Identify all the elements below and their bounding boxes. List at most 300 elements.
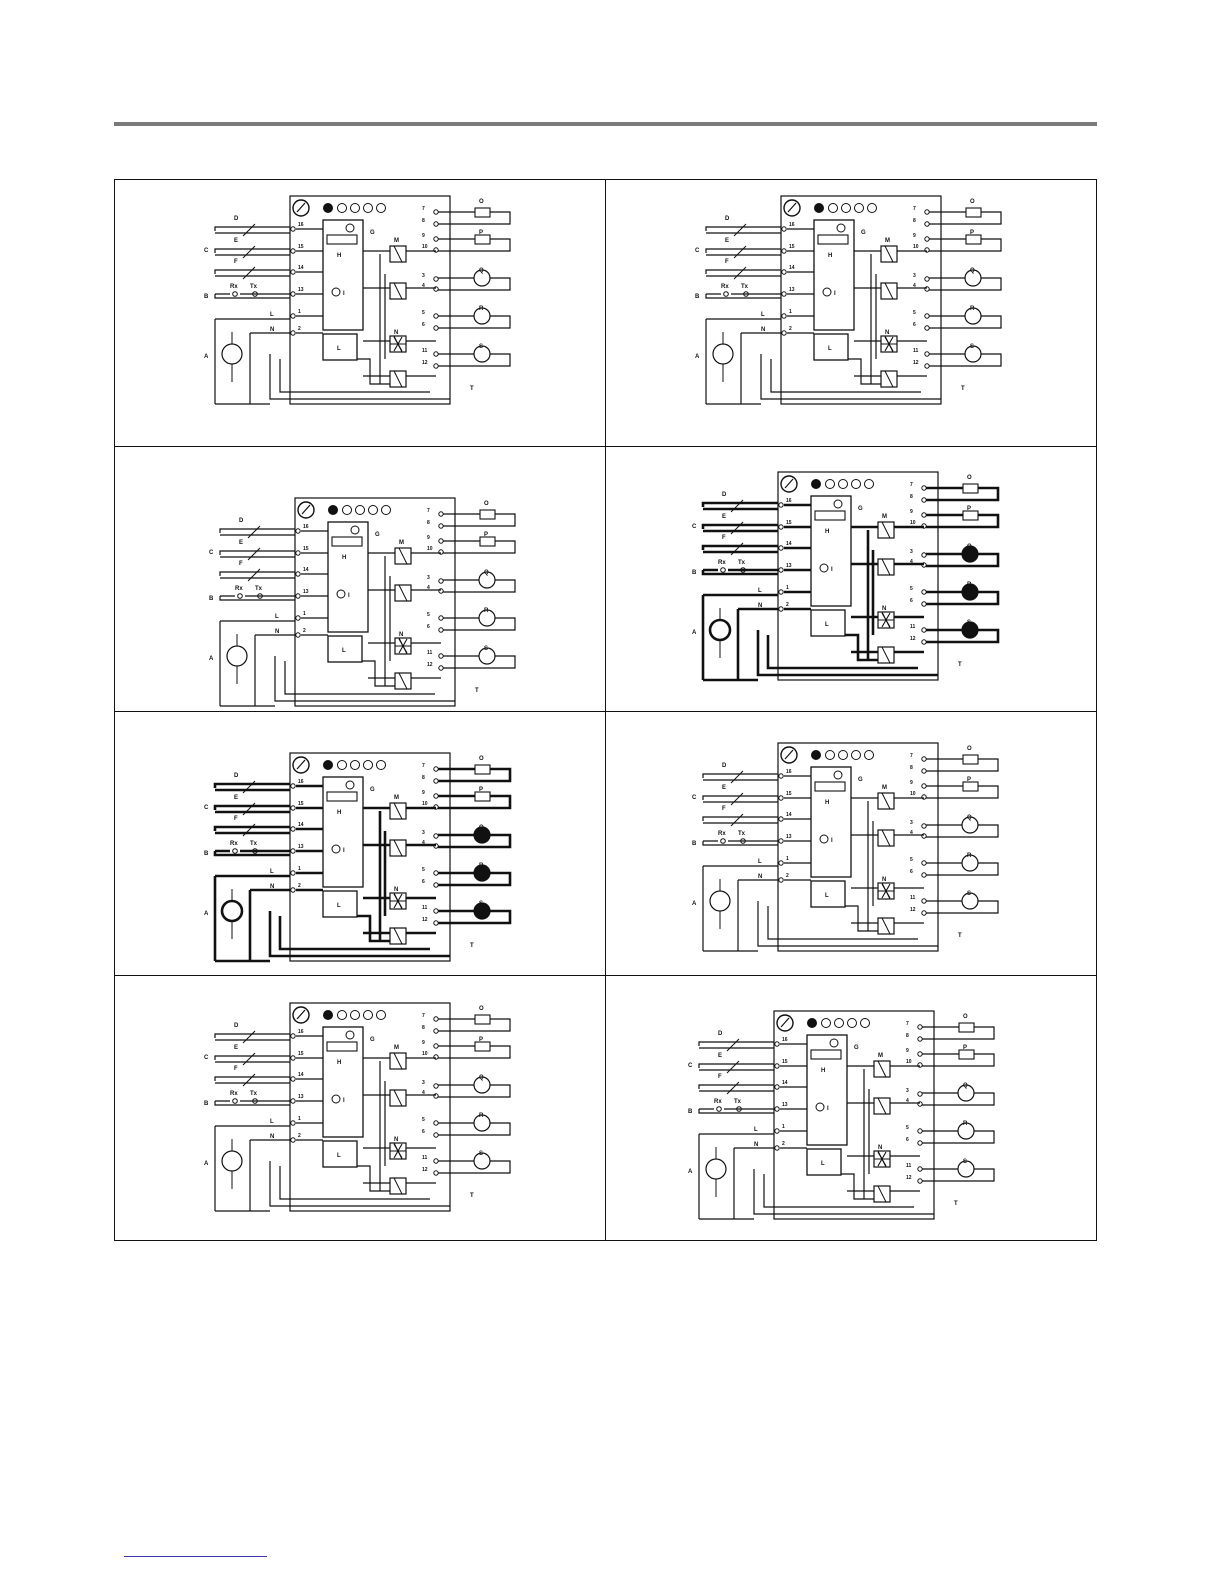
label-n: N <box>885 330 890 336</box>
label-g: G <box>375 532 380 538</box>
label-tx: Tx <box>250 841 258 847</box>
terminal-number-left: 15 <box>303 546 309 552</box>
terminal-number-right: 3 <box>422 273 425 279</box>
terminal-right <box>925 277 929 281</box>
terminal-left <box>291 1034 295 1038</box>
terminal-number-right: 12 <box>422 917 428 923</box>
label-p: P <box>479 1037 484 1043</box>
terminal-number-right: 12 <box>427 662 433 668</box>
terminal-number-left: 13 <box>298 1094 304 1100</box>
terminal-left <box>775 1064 779 1068</box>
footer-rule <box>124 1556 267 1557</box>
label-h: H <box>825 529 830 535</box>
valve-icon <box>966 208 981 217</box>
terminal-number-right: 4 <box>906 1098 909 1104</box>
label-neutral: N <box>270 884 275 890</box>
terminal-number-right: 11 <box>422 348 428 354</box>
label-a: A <box>204 911 209 917</box>
label-b: B <box>688 1109 693 1115</box>
terminal-right <box>922 640 926 644</box>
lamp-icon <box>829 204 838 213</box>
terminal-right <box>922 757 926 761</box>
label-c: C <box>695 248 700 254</box>
input-wire <box>699 1064 774 1070</box>
terminal-number-left: 16 <box>298 779 304 785</box>
label-q: Q <box>963 1083 968 1089</box>
label-m: M <box>885 238 890 244</box>
terminal-right <box>434 1084 438 1088</box>
terminal-right <box>918 1092 922 1096</box>
terminal-number-left: 2 <box>782 1141 785 1147</box>
label-h: H <box>337 810 342 816</box>
supply-motor-icon <box>710 891 730 911</box>
label-o: O <box>967 746 972 752</box>
terminal-number-left: 13 <box>786 834 792 840</box>
terminal-number-right: 4 <box>913 283 916 289</box>
label-b: B <box>692 570 697 576</box>
terminal-right <box>434 352 438 356</box>
indicator-icon <box>337 590 345 598</box>
label-d: D <box>234 773 239 779</box>
label-neutral: N <box>270 327 275 333</box>
diagram-grid <box>114 179 1097 1241</box>
terminal-number-right: 11 <box>422 1155 428 1161</box>
terminal-left <box>291 849 295 853</box>
label-d: D <box>725 216 730 222</box>
label-live: L <box>758 588 762 594</box>
label-n: N <box>394 330 399 336</box>
sensor-resistor <box>734 224 746 236</box>
terminal-number-left: 13 <box>789 287 795 293</box>
label-n: N <box>882 606 887 612</box>
terminal-number-right: 9 <box>910 509 913 515</box>
input-wire <box>706 227 781 233</box>
terminal-number-right: 8 <box>427 520 430 526</box>
terminal-right <box>925 237 929 241</box>
label-b: B <box>209 596 214 602</box>
terminal-right <box>922 784 926 788</box>
terminal-right <box>434 326 438 330</box>
output-wire <box>443 541 515 553</box>
output-wire <box>922 1027 994 1039</box>
label-rx: Rx <box>230 1091 238 1097</box>
sensor-resistor <box>243 224 255 236</box>
label-s: S <box>963 1159 968 1165</box>
terminal-number-right: 3 <box>913 273 916 279</box>
label-o: O <box>479 199 484 205</box>
terminal-number-right: 8 <box>913 218 916 224</box>
label-a: A <box>692 630 697 636</box>
sensor-resistor <box>734 246 746 258</box>
label-s: S <box>479 344 484 350</box>
lamp-icon <box>815 204 824 213</box>
label-f: F <box>725 259 729 265</box>
label-d: D <box>722 763 727 769</box>
terminal-right <box>434 921 438 925</box>
label-o: O <box>970 199 975 205</box>
label-a: A <box>695 354 700 360</box>
label-live: L <box>270 312 274 318</box>
label-n: N <box>878 1145 883 1151</box>
sensor-resistor <box>243 267 255 279</box>
valve-icon <box>475 208 490 217</box>
terminal-right <box>922 861 926 865</box>
label-psu: L <box>337 346 341 352</box>
label-m: M <box>394 238 399 244</box>
terminal-number-left: 2 <box>303 628 306 634</box>
output-wire <box>926 759 998 771</box>
wiring-diagram-panel <box>115 711 605 975</box>
lamp-icon <box>842 204 851 213</box>
label-r: R <box>967 582 972 588</box>
label-s: S <box>479 901 484 907</box>
terminal-number-left: 14 <box>786 812 792 818</box>
terminal-left <box>296 551 300 555</box>
label-psu: L <box>821 1161 825 1167</box>
label-live: L <box>754 1127 758 1133</box>
label-q: Q <box>479 1075 484 1081</box>
terminal-right <box>922 873 926 877</box>
valve-icon <box>963 484 978 493</box>
label-i: I <box>343 291 345 297</box>
terminal-number-left: 14 <box>298 265 304 271</box>
terminal-left <box>779 878 783 882</box>
label-d: D <box>234 1023 239 1029</box>
label-rx: Rx <box>721 284 729 290</box>
lamp-icon <box>808 1019 817 1028</box>
lamp-icon <box>848 1019 857 1028</box>
terminal-number-right: 7 <box>422 1013 425 1019</box>
label-g: G <box>370 787 375 793</box>
label-live: L <box>761 312 765 318</box>
terminal-number-right: 10 <box>910 520 916 526</box>
label-s: S <box>967 620 972 626</box>
display-block <box>811 1050 841 1059</box>
valve-icon <box>959 1050 974 1059</box>
switch-icon <box>878 613 894 627</box>
label-e: E <box>234 1045 239 1051</box>
terminal-left <box>775 1042 779 1046</box>
lamp-icon <box>826 480 835 489</box>
terminal-right <box>434 909 438 913</box>
sensor-resistor <box>243 246 255 258</box>
terminal-number-right: 6 <box>910 598 913 604</box>
label-g: G <box>370 1037 375 1043</box>
terminal-left <box>291 1121 295 1125</box>
terminal-right <box>922 628 926 632</box>
terminal-right <box>439 654 443 658</box>
terminal-right <box>918 1141 922 1145</box>
label-r: R <box>963 1121 968 1127</box>
label-a: A <box>209 656 214 662</box>
terminal-right <box>439 539 443 543</box>
lamp-icon <box>351 1011 360 1020</box>
terminal-number-left: 1 <box>786 585 789 591</box>
label-c: C <box>204 248 209 254</box>
label-p: P <box>970 230 975 236</box>
terminal-number-left: 15 <box>298 1051 304 1057</box>
input-wire <box>220 529 295 535</box>
wiring-diagram <box>204 194 530 409</box>
label-i: I <box>343 848 345 854</box>
terminal-number-right: 10 <box>427 546 433 552</box>
terminal-left <box>296 633 300 637</box>
terminal-left <box>779 568 783 572</box>
terminal-left <box>296 616 300 620</box>
output-wire <box>438 239 510 251</box>
terminal-number-left: 13 <box>298 287 304 293</box>
wiring-diagram-panel <box>606 711 1097 975</box>
terminal-left <box>782 227 786 231</box>
terminal-number-right: 12 <box>906 1175 912 1181</box>
wiring-diagram-panel <box>115 975 605 1241</box>
output-wire <box>929 212 1001 224</box>
input-wire <box>215 827 290 833</box>
terminal-number-left: 16 <box>789 222 795 228</box>
terminal-right <box>434 1017 438 1021</box>
supply-motor-icon <box>227 646 247 666</box>
label-r: R <box>970 306 975 312</box>
terminal-number-right: 4 <box>422 283 425 289</box>
label-o: O <box>479 1006 484 1012</box>
input-wire <box>215 227 290 233</box>
label-t: T <box>475 688 479 694</box>
lamp-icon <box>822 1019 831 1028</box>
terminal-left <box>779 861 783 865</box>
indicator-icon <box>820 564 828 572</box>
terminal-left <box>779 546 783 550</box>
label-e: E <box>234 795 239 801</box>
terminal-number-right: 6 <box>422 879 425 885</box>
label-o: O <box>479 756 484 762</box>
label-h: H <box>337 253 342 259</box>
label-m: M <box>882 785 887 791</box>
terminal-number-right: 7 <box>913 206 916 212</box>
terminal-left <box>291 806 295 810</box>
terminal-number-left: 13 <box>786 563 792 569</box>
terminal-number-right: 4 <box>422 840 425 846</box>
terminal-number-right: 7 <box>427 508 430 514</box>
terminal-right <box>434 1121 438 1125</box>
lamp-icon <box>839 480 848 489</box>
terminal-number-right: 9 <box>913 233 916 239</box>
label-m: M <box>394 795 399 801</box>
terminal-right <box>439 524 443 528</box>
label-q: Q <box>479 268 484 274</box>
terminal-number-right: 9 <box>910 780 913 786</box>
terminal-number-right: 6 <box>427 624 430 630</box>
input-wire <box>706 270 781 276</box>
terminal-right <box>922 769 926 773</box>
label-t: T <box>961 386 965 392</box>
terminal-number-right: 11 <box>422 905 428 911</box>
terminal-number-left: 1 <box>789 309 792 315</box>
indicator-icon <box>823 288 831 296</box>
wiring-diagram-panel <box>115 180 605 446</box>
label-m: M <box>878 1053 883 1059</box>
terminal-right <box>918 1129 922 1133</box>
sensor-resistor <box>248 548 260 560</box>
terminal-right <box>925 326 929 330</box>
valve-icon <box>480 510 495 519</box>
label-m: M <box>399 540 404 546</box>
label-i: I <box>343 1098 345 1104</box>
terminal-number-right: 11 <box>910 895 916 901</box>
terminal-number-right: 4 <box>427 585 430 591</box>
terminal-number-right: 12 <box>913 360 919 366</box>
indicator-icon <box>816 1103 824 1111</box>
terminal-number-left: 14 <box>298 822 304 828</box>
terminal-left <box>291 227 295 231</box>
label-h: H <box>337 1060 342 1066</box>
label-rx: Rx <box>235 586 243 592</box>
label-s: S <box>970 344 975 350</box>
terminal-right <box>922 498 926 502</box>
terminal-left <box>296 572 300 576</box>
input-wire <box>703 503 778 509</box>
label-rx: Rx <box>714 1099 722 1105</box>
terminal-number-right: 3 <box>906 1088 909 1094</box>
terminal-number-left: 1 <box>782 1124 785 1130</box>
input-wire <box>706 249 781 255</box>
label-t: T <box>958 662 962 668</box>
output-wire <box>926 515 998 527</box>
terminal-number-right: 3 <box>427 575 430 581</box>
terminal-number-right: 5 <box>910 586 913 592</box>
lamp-icon <box>377 1011 386 1020</box>
label-q: Q <box>970 268 975 274</box>
terminal-number-right: 7 <box>910 482 913 488</box>
terminal-number-left: 2 <box>786 602 789 608</box>
terminal-number-right: 11 <box>910 624 916 630</box>
terminal-left <box>775 1129 779 1133</box>
wiring-diagram <box>692 741 1018 956</box>
label-neutral: N <box>761 327 766 333</box>
wiring-diagram <box>688 1009 1014 1224</box>
terminal-left <box>779 839 783 843</box>
terminal-number-right: 11 <box>906 1163 912 1169</box>
label-e: E <box>239 540 244 546</box>
label-d: D <box>722 492 727 498</box>
terminal-left <box>291 784 295 788</box>
label-f: F <box>234 1066 238 1072</box>
terminal-left <box>782 249 786 253</box>
label-a: A <box>692 901 697 907</box>
terminal-number-right: 8 <box>906 1033 909 1039</box>
label-i: I <box>827 1106 829 1112</box>
label-n: N <box>882 877 887 883</box>
sensor-resistor <box>727 1039 739 1051</box>
input-wire <box>703 525 778 531</box>
terminal-left <box>775 1146 779 1150</box>
lamp-icon <box>382 506 391 515</box>
wiring-diagram <box>204 1001 530 1216</box>
lamp-icon <box>338 1011 347 1020</box>
terminal-number-right: 9 <box>422 790 425 796</box>
label-live: L <box>270 869 274 875</box>
display-block <box>327 792 357 801</box>
terminal-right <box>434 871 438 875</box>
valve-icon <box>475 1015 490 1024</box>
label-f: F <box>234 816 238 822</box>
supply-motor-icon <box>222 1151 242 1171</box>
input-wire <box>703 817 778 823</box>
terminal-right <box>434 1171 438 1175</box>
indicator-icon <box>820 835 828 843</box>
terminal-number-right: 7 <box>422 206 425 212</box>
label-h: H <box>821 1068 826 1074</box>
lamp-icon <box>343 506 352 515</box>
terminal-right <box>434 1159 438 1163</box>
terminal-number-right: 8 <box>422 775 425 781</box>
input-wire <box>215 1077 290 1083</box>
label-n: N <box>399 632 404 638</box>
valve-icon <box>963 782 978 791</box>
terminal-left <box>782 292 786 296</box>
terminal-right <box>434 277 438 281</box>
terminal-left <box>782 270 786 274</box>
terminal-left <box>291 871 295 875</box>
lamp-icon <box>351 204 360 213</box>
terminal-right <box>922 553 926 557</box>
terminal-number-right: 12 <box>422 360 428 366</box>
label-tx: Tx <box>255 586 263 592</box>
label-psu: L <box>828 346 832 352</box>
terminal-right <box>434 779 438 783</box>
wiring-diagram-panel <box>606 975 1097 1241</box>
label-s: S <box>479 1151 484 1157</box>
lamp-icon <box>324 204 333 213</box>
label-g: G <box>370 230 375 236</box>
terminal-number-right: 10 <box>422 1051 428 1057</box>
output-wire <box>443 514 515 526</box>
input-wire <box>215 249 290 255</box>
terminal-number-left: 16 <box>786 498 792 504</box>
label-b: B <box>204 294 209 300</box>
terminal-number-right: 3 <box>910 549 913 555</box>
terminal-right <box>918 1025 922 1029</box>
terminal-number-right: 5 <box>913 310 916 316</box>
indicator-icon <box>332 845 340 853</box>
label-f: F <box>234 259 238 265</box>
terminal-left <box>291 1138 295 1142</box>
valve-icon <box>963 755 978 764</box>
terminal-number-left: 15 <box>786 520 792 526</box>
terminal-number-right: 10 <box>910 791 916 797</box>
label-c: C <box>692 795 697 801</box>
terminal-number-right: 8 <box>910 765 913 771</box>
display-block <box>327 235 357 244</box>
label-r: R <box>479 1113 484 1119</box>
terminal-left <box>779 607 783 611</box>
lamp-icon <box>377 761 386 770</box>
input-wire <box>215 1056 290 1062</box>
lamp-icon <box>329 506 338 515</box>
terminal-left <box>291 270 295 274</box>
terminal-number-left: 1 <box>298 1116 301 1122</box>
label-rx: Rx <box>718 560 726 566</box>
label-a: A <box>204 354 209 360</box>
label-d: D <box>718 1031 723 1037</box>
terminal-number-right: 10 <box>422 801 428 807</box>
label-a: A <box>688 1169 693 1175</box>
terminal-number-left: 2 <box>298 1133 301 1139</box>
valve-icon <box>966 235 981 244</box>
terminal-number-left: 13 <box>782 1102 788 1108</box>
label-neutral: N <box>270 1134 275 1140</box>
input-wire <box>220 551 295 557</box>
terminal-right <box>439 666 443 670</box>
